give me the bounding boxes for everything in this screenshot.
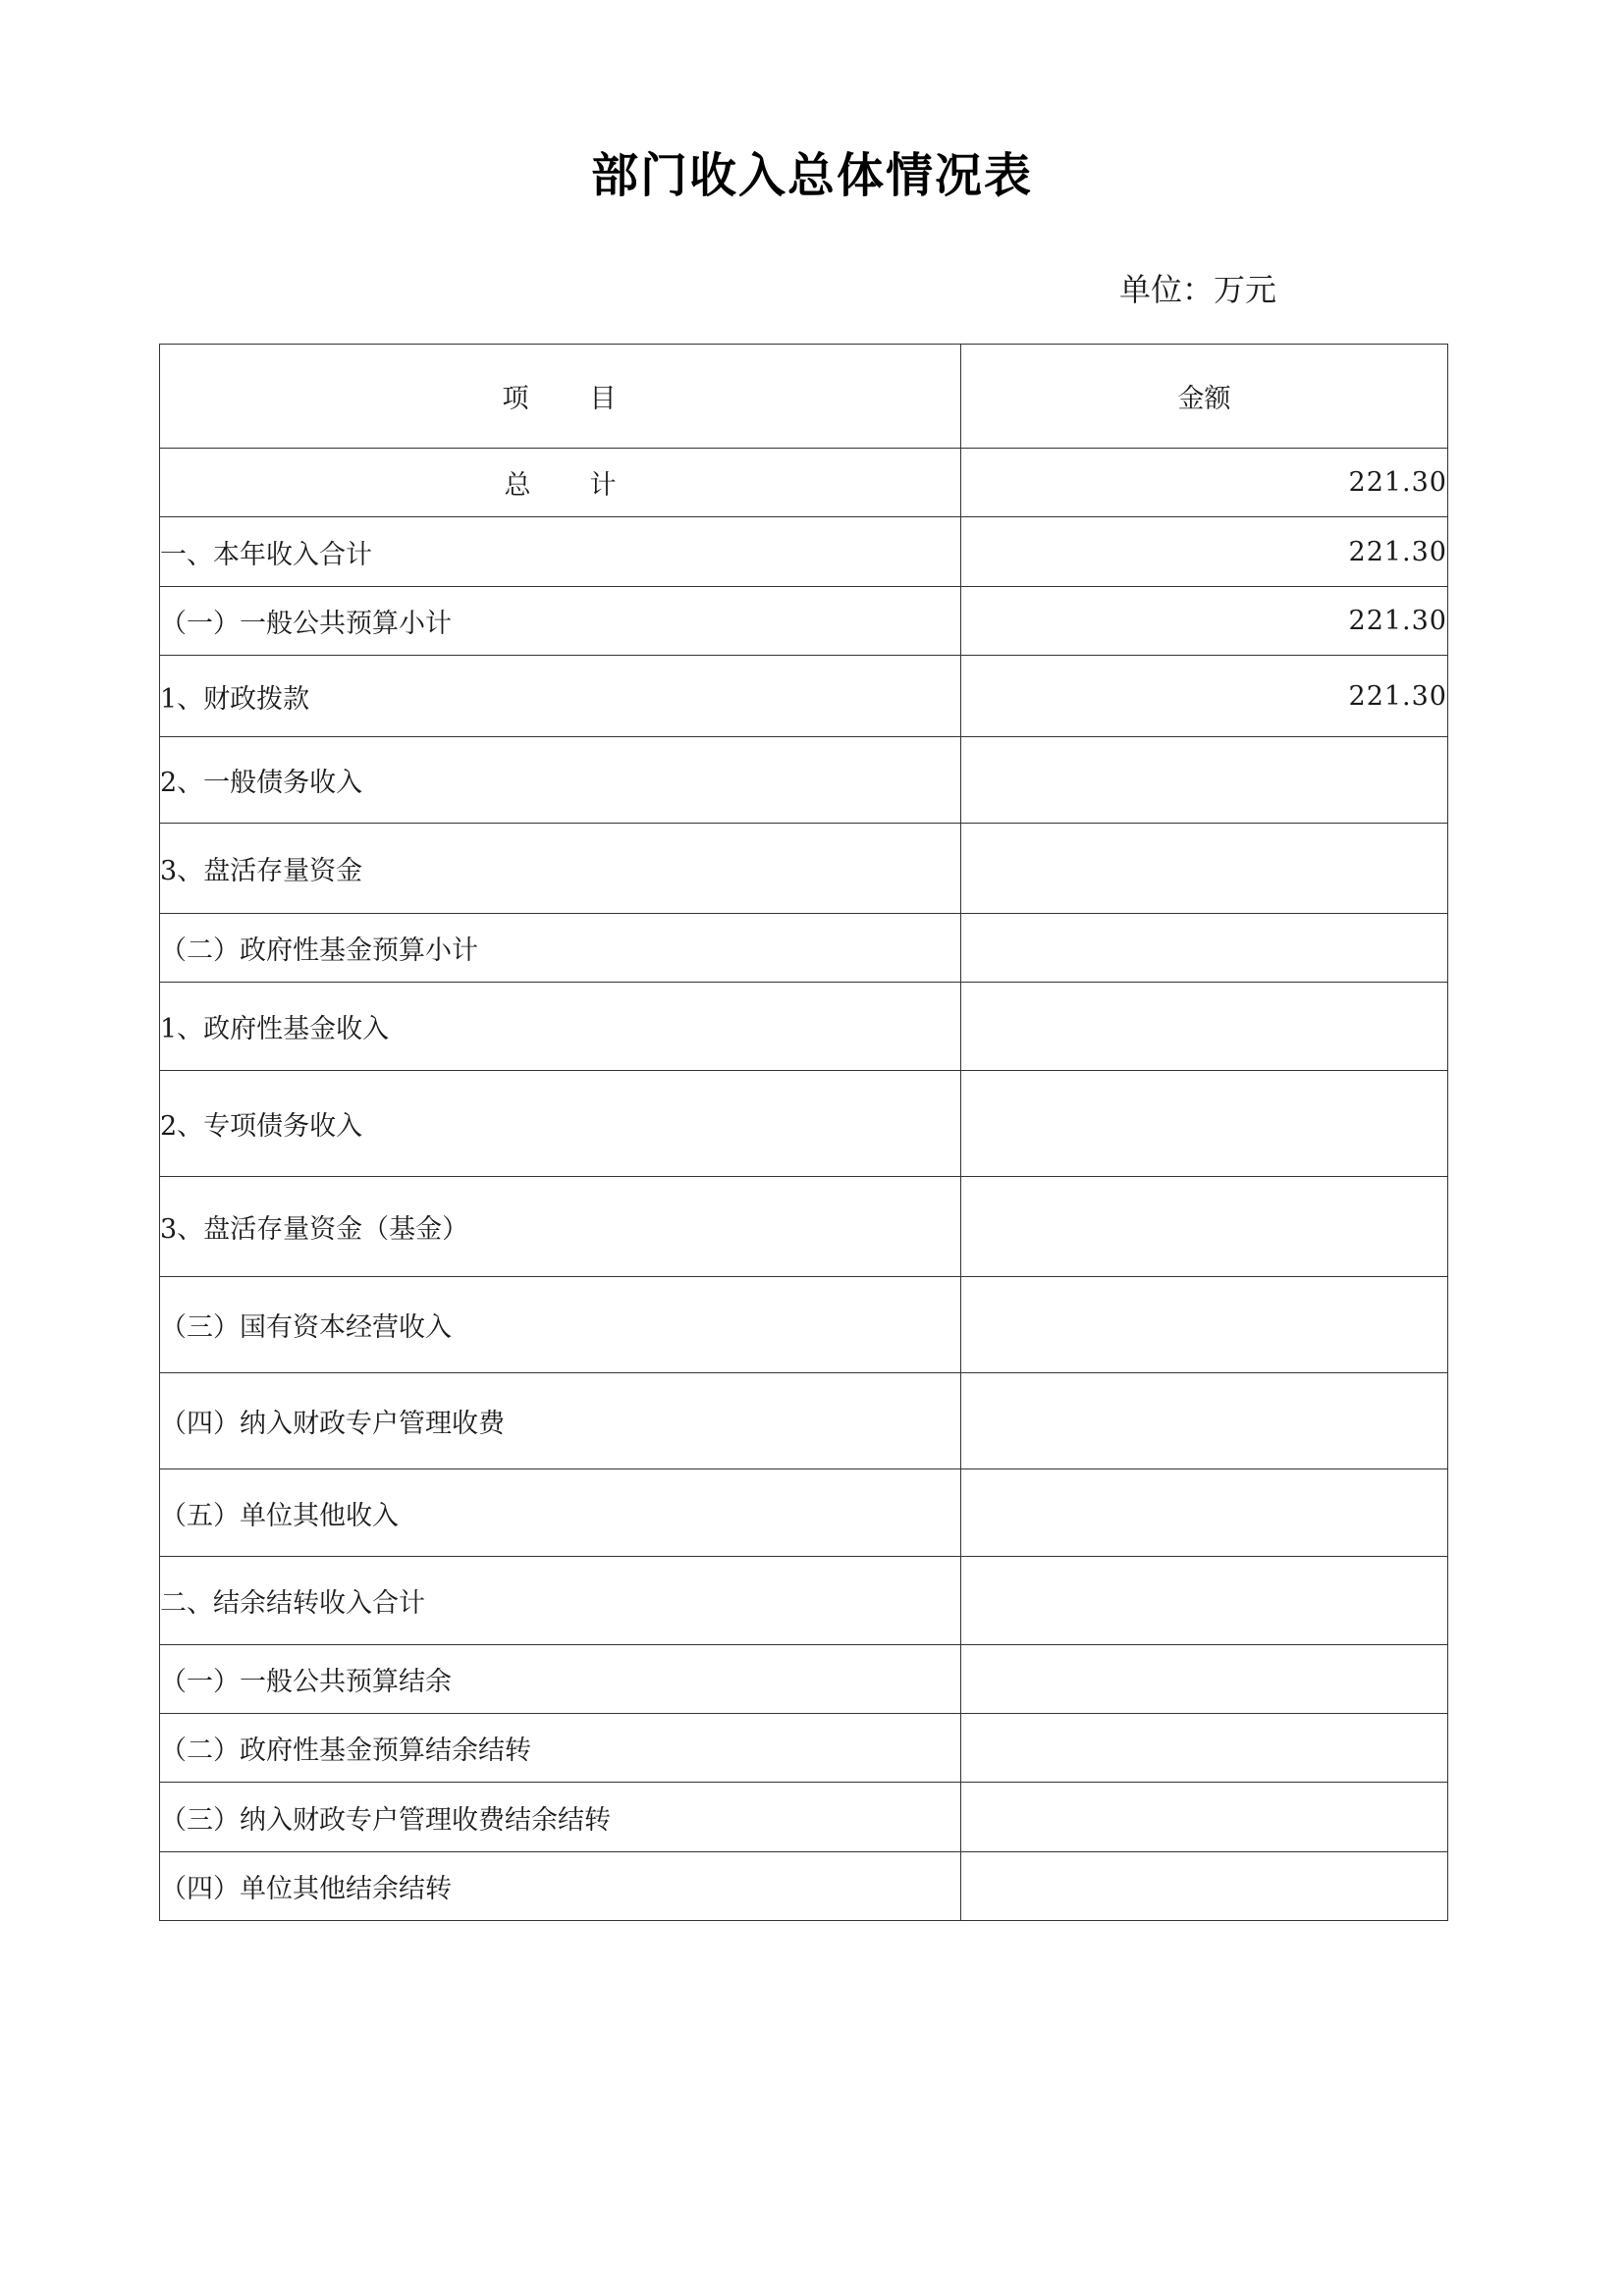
row-label: 二、结余结转收入合计	[160, 1557, 961, 1645]
row-amount	[961, 1557, 1448, 1645]
table-row	[160, 1071, 1448, 1177]
row-label: 3、盘活存量资金	[160, 824, 961, 914]
table-row	[160, 1373, 1448, 1469]
row-amount	[961, 1373, 1448, 1469]
table-row	[160, 587, 1448, 656]
header-item-a: 项	[502, 384, 531, 414]
row-label: （三）纳入财政专户管理收费结余结转	[160, 1783, 961, 1852]
row-label: （五）单位其他收入	[160, 1469, 961, 1557]
table-row	[160, 656, 1448, 737]
row-amount	[961, 1071, 1448, 1177]
row-label: （一）一般公共预算小计	[160, 587, 961, 656]
row-amount	[961, 983, 1448, 1071]
table-header-row	[160, 345, 1448, 449]
table-row	[160, 517, 1448, 587]
table-row	[160, 1714, 1448, 1783]
table-row	[160, 1469, 1448, 1557]
total-row	[160, 449, 1448, 517]
row-label: 1、财政拨款	[160, 656, 961, 737]
row-amount	[961, 1852, 1448, 1921]
table-row	[160, 1277, 1448, 1373]
row-label: （四）单位其他结余结转	[160, 1852, 961, 1921]
row-amount	[961, 824, 1448, 914]
table-row	[160, 1852, 1448, 1921]
table-row	[160, 1177, 1448, 1277]
row-label: （二）政府性基金预算小计	[160, 914, 961, 983]
row-amount	[961, 1469, 1448, 1557]
unit-label: 单位：万元	[1119, 271, 1277, 308]
income-table	[159, 344, 1448, 1921]
table-row	[160, 1557, 1448, 1645]
row-amount	[961, 1783, 1448, 1852]
row-amount	[961, 1714, 1448, 1783]
row-label: （二）政府性基金预算结余结转	[160, 1714, 961, 1783]
page-title: 部门收入总体情况表	[590, 148, 1033, 203]
header-item-b: 目	[589, 384, 619, 414]
row-amount	[961, 914, 1448, 983]
row-label: 2、专项债务收入	[160, 1071, 961, 1177]
total-label	[160, 449, 961, 517]
table-row	[160, 983, 1448, 1071]
table-row	[160, 1783, 1448, 1852]
row-label: （一）一般公共预算结余	[160, 1645, 961, 1714]
total-amount: 221.30	[961, 449, 1448, 517]
row-amount	[961, 1177, 1448, 1277]
header-item	[160, 345, 961, 449]
row-label: （三）国有资本经营收入	[160, 1277, 961, 1373]
row-amount: 221.30	[961, 587, 1448, 656]
total-label-b: 计	[589, 470, 617, 501]
row-label: 2、一般债务收入	[160, 737, 961, 824]
row-amount	[961, 1645, 1448, 1714]
table-row	[160, 737, 1448, 824]
row-label: 1、政府性基金收入	[160, 983, 961, 1071]
row-label: 3、盘活存量资金（基金）	[160, 1177, 961, 1277]
header-amount: 金额	[961, 345, 1448, 449]
row-label: （四）纳入财政专户管理收费	[160, 1373, 961, 1469]
row-amount	[961, 737, 1448, 824]
row-amount: 221.30	[961, 517, 1448, 587]
row-amount	[961, 1277, 1448, 1373]
table-row	[160, 914, 1448, 983]
row-amount: 221.30	[961, 656, 1448, 737]
table-row	[160, 824, 1448, 914]
table-row	[160, 1645, 1448, 1714]
row-label: 一、本年收入合计	[160, 517, 961, 587]
total-label-a: 总	[504, 470, 531, 501]
